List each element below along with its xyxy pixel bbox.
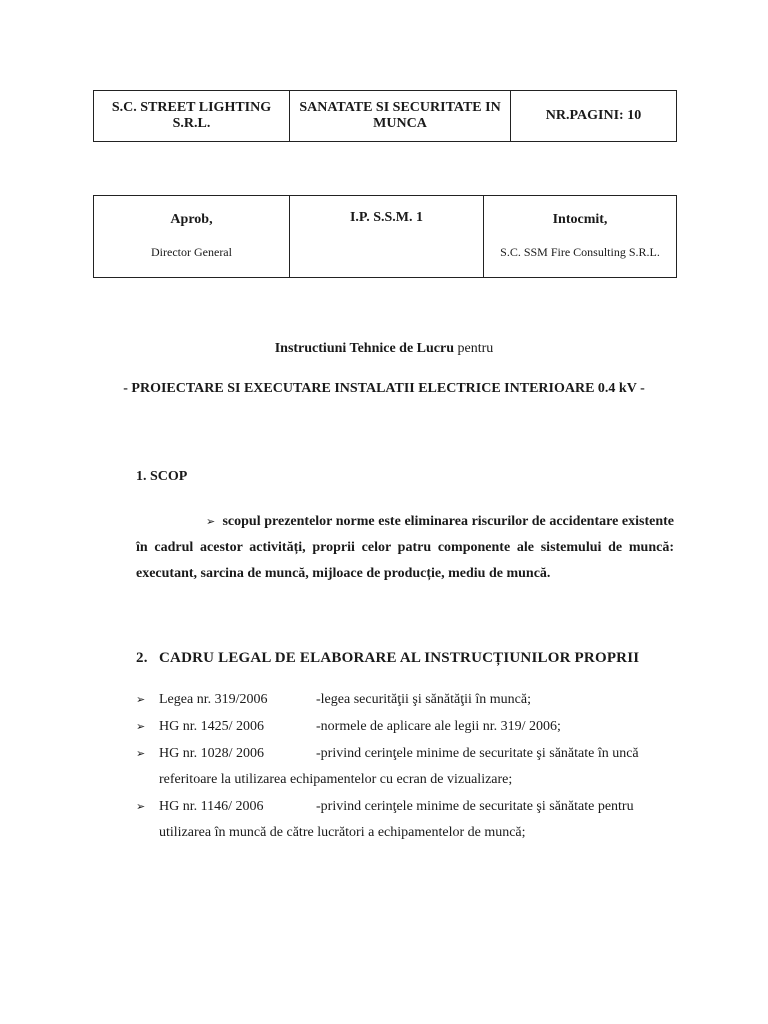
legal-heading-text: CADRU LEGAL DE ELABORARE AL INSTRUCȚIUNILOR PROPRII [159, 650, 640, 666]
arrow-bullet-icon: ➢ [136, 720, 146, 733]
list-item [136, 794, 674, 846]
document-code: I.P. S.S.M. 1 [349, 210, 423, 225]
document-title-bold: Instructiuni Tehnice de Lucru [274, 341, 455, 356]
scope-heading: 1. SCOP [136, 469, 188, 484]
list-item [136, 741, 674, 793]
law-reference: Legea nr. 319/2006 [159, 692, 268, 707]
header-table [93, 90, 677, 142]
law-description-continued: referitoare la utilizarea echipamentelor cu ecran de vizualizare; [159, 772, 513, 787]
domain-cell: SANATATE SI SECURITATE IN MUNCA [290, 91, 511, 142]
scope-paragraph [136, 509, 674, 587]
document-title-rest: pentru [454, 341, 494, 356]
law-description: -privind cerinţele minime de securitate şi sănătate pentru [316, 799, 634, 814]
prepared-cell [484, 196, 677, 278]
approve-role: Director General [151, 245, 232, 259]
page-count-cell: NR.PAGINI: 10 [511, 91, 677, 142]
legal-heading-number: 2. [136, 650, 148, 666]
prepared-label: Intocmit, [552, 212, 608, 227]
law-reference: HG nr. 1425/ 2006 [159, 719, 264, 734]
law-reference: HG nr. 1146/ 2006 [159, 799, 264, 814]
law-description: -privind cerinţele minime de securitate şi sănătate în uncă [316, 746, 639, 761]
document-subject: - PROIECTARE SI EXECUTARE INSTALATII ELECTRICE INTERIOARE 0.4 kV - [123, 381, 645, 396]
arrow-bullet-icon: ➢ [206, 515, 216, 528]
prepared-by: S.C. SSM Fire Consulting S.R.L. [500, 245, 660, 259]
arrow-bullet-icon: ➢ [136, 747, 146, 760]
arrow-bullet-icon: ➢ [136, 693, 146, 706]
code-cell [290, 196, 484, 278]
approve-label: Aprob, [170, 212, 213, 227]
approval-table [93, 195, 677, 278]
list-item [136, 714, 674, 740]
document-title [0, 341, 768, 357]
company-cell: S.C. STREET LIGHTING S.R.L. [94, 91, 290, 142]
law-description-continued: utilizarea în muncă de către lucrători a echipamentelor de muncă; [159, 825, 526, 840]
law-description: -legea securităţii şi sănătăţii în muncă; [316, 692, 531, 707]
list-item [136, 687, 674, 713]
approve-cell [94, 196, 290, 278]
legal-heading [136, 650, 639, 667]
law-reference: HG nr. 1028/ 2006 [159, 746, 264, 761]
law-description: -normele de aplicare ale legii nr. 319/ 2006; [316, 719, 561, 734]
arrow-bullet-icon: ➢ [136, 800, 146, 813]
scope-text: scopul prezentelor norme este eliminarea riscurilor de accidentare existente în cadrul acestor activități, proprii celor patru componente ale sistemului de muncă: executant, sarcina de muncă, mijloace de producție, mediu de muncă. [136, 514, 675, 581]
